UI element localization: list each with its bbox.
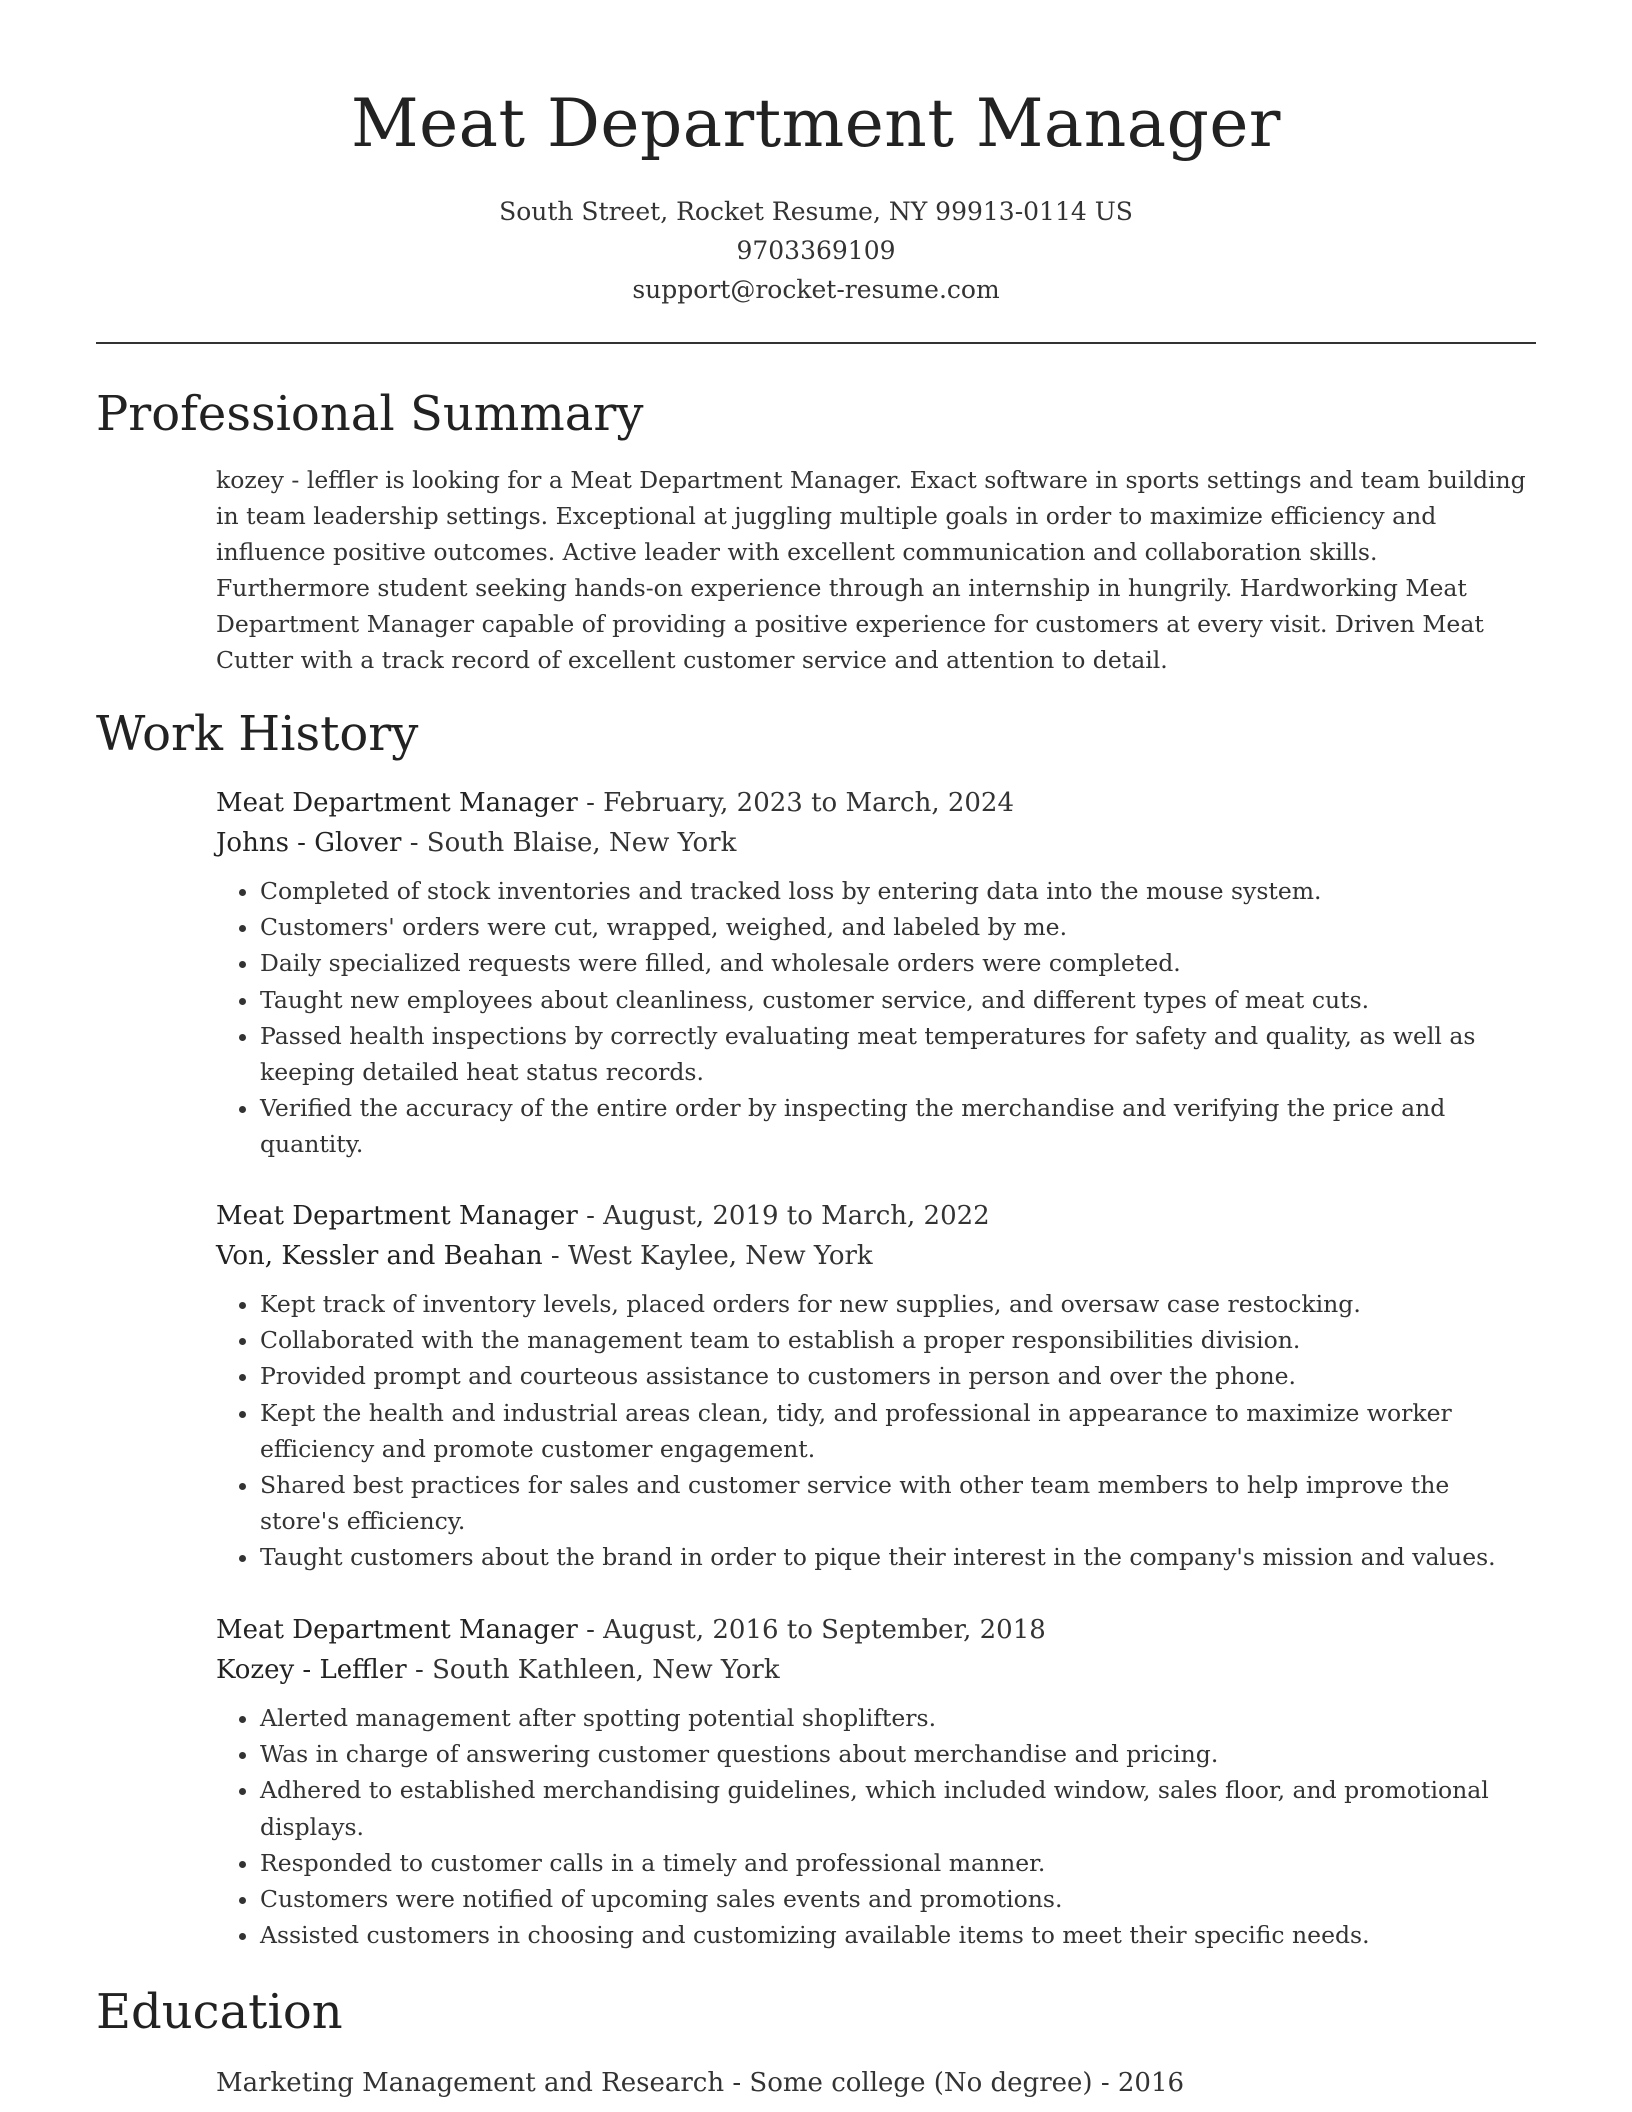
- list-item: • Adhered to established merchandising guidelines, which included window, sales floor, and promotional displays.: [260, 1772, 1536, 1844]
- education-separator: -: [1100, 2068, 1118, 2098]
- job-company-line: [216, 1236, 1536, 1276]
- education-degree: Some college (No degree): [749, 2068, 1093, 2098]
- education-field: Marketing Management and Research: [216, 2068, 725, 2098]
- job-company-line: [216, 823, 1536, 863]
- job-company: Von, Kessler and Beahan: [216, 1241, 543, 1271]
- job-location: South Blaise, New York: [426, 828, 737, 858]
- job-title-line: [216, 1610, 1536, 1650]
- education-year: 2016: [1117, 2068, 1185, 2098]
- list-item: • Taught new employees about cleanliness, customer service, and different types of meat cuts.: [260, 982, 1536, 1018]
- job-dates: February, 2023 to March, 2024: [603, 788, 1015, 818]
- job-bullets: [216, 1286, 1536, 1576]
- list-item: • Was in charge of answering customer questions about merchandise and pricing.: [260, 1736, 1536, 1772]
- list-item: • Collaborated with the management team to establish a proper responsibilities division.: [260, 1322, 1536, 1358]
- job-title-line: [216, 783, 1536, 823]
- job-company: Kozey - Leffler: [216, 1655, 407, 1685]
- list-item: • Completed of stock inventories and tracked loss by entering data into the mouse system.: [260, 873, 1536, 909]
- job-dates: August, 2019 to March, 2022: [603, 1201, 990, 1231]
- contact-email: support@rocket-resume.com: [632, 275, 1000, 304]
- section-title-work-history: Work History: [96, 706, 419, 762]
- list-item: • Daily specialized requests were filled, and wholesale orders were completed.: [260, 945, 1536, 981]
- list-item: • Kept the health and industrial areas clean, tidy, and professional in appearance to maximize worker efficiency and promote customer engagement.: [260, 1395, 1536, 1467]
- job-position: Meat Department Manager: [216, 788, 578, 818]
- list-item: • Shared best practices for sales and customer service with other team members to help improve the store's efficiency.: [260, 1467, 1536, 1539]
- contact-phone: 9703369109: [736, 236, 896, 265]
- section-title-summary: Professional Summary: [96, 386, 644, 442]
- list-item: • Customers' orders were cut, wrapped, weighed, and labeled by me.: [260, 909, 1536, 945]
- list-item: • Responded to customer calls in a timely and professional manner.: [260, 1845, 1536, 1881]
- job-company: Johns - Glover: [216, 828, 402, 858]
- job-entry: [216, 1610, 1536, 1953]
- education-entry: [216, 2063, 1536, 2103]
- list-item: • Alerted management after spotting potential shoplifters.: [260, 1700, 1536, 1736]
- summary-text: kozey - leffler is looking for a Meat Department Manager. Exact software in sports settings and team building in team leadership settings. Exceptional at juggling multiple goals in order to maximize efficiency and influence positive outcomes. Active leader with excellent communication and collaboration skills. Furthermore student seeking hands-on experience through an internship in hungrily. Hardworking Meat Department Manager capable of providing a positive experience for customers at every visit. Driven Meat Cutter with a track record of excellent customer service and attention to detail.: [216, 466, 1526, 674]
- job-dates: August, 2016 to September, 2018: [603, 1615, 1046, 1645]
- job-bullets: [216, 1700, 1536, 1953]
- job-company-line: [216, 1650, 1536, 1690]
- job-entry: [216, 783, 1536, 1163]
- job-position: Meat Department Manager: [216, 1615, 578, 1645]
- list-item: • Verified the accuracy of the entire order by inspecting the merchandise and verifying the price and quantity.: [260, 1090, 1536, 1162]
- header-divider: [96, 342, 1536, 344]
- job-separator: -: [586, 1615, 604, 1645]
- resume-title: Meat Department Manager: [351, 85, 1281, 162]
- job-separator: -: [550, 1241, 568, 1271]
- job-location: South Kathleen, New York: [432, 1655, 780, 1685]
- job-separator: -: [409, 828, 427, 858]
- job-bullets: [216, 873, 1536, 1163]
- list-item: • Provided prompt and courteous assistance to customers in person and over the phone.: [260, 1358, 1536, 1394]
- list-item: • Assisted customers in choosing and customizing available items to meet their specific needs.: [260, 1917, 1536, 1953]
- list-item: • Passed health inspections by correctly evaluating meat temperatures for safety and quality, as well as keeping detailed heat status records.: [260, 1018, 1536, 1090]
- job-separator: -: [415, 1655, 433, 1685]
- job-separator: -: [586, 788, 604, 818]
- job-entry: [216, 1196, 1536, 1576]
- education-separator: -: [732, 2068, 750, 2098]
- contact-block: [96, 192, 1536, 309]
- job-title-line: [216, 1196, 1536, 1236]
- job-position: Meat Department Manager: [216, 1201, 578, 1231]
- list-item: • Taught customers about the brand in order to pique their interest in the company's mission and values.: [260, 1539, 1536, 1575]
- contact-address: South Street, Rocket Resume, NY 99913-0114 US: [499, 197, 1133, 226]
- list-item: • Customers were notified of upcoming sales events and promotions.: [260, 1881, 1536, 1917]
- section-title-education: Education: [96, 1984, 343, 2040]
- list-item: • Kept track of inventory levels, placed orders for new supplies, and oversaw case restocking.: [260, 1286, 1536, 1322]
- job-location: West Kaylee, New York: [567, 1241, 873, 1271]
- job-separator: -: [586, 1201, 604, 1231]
